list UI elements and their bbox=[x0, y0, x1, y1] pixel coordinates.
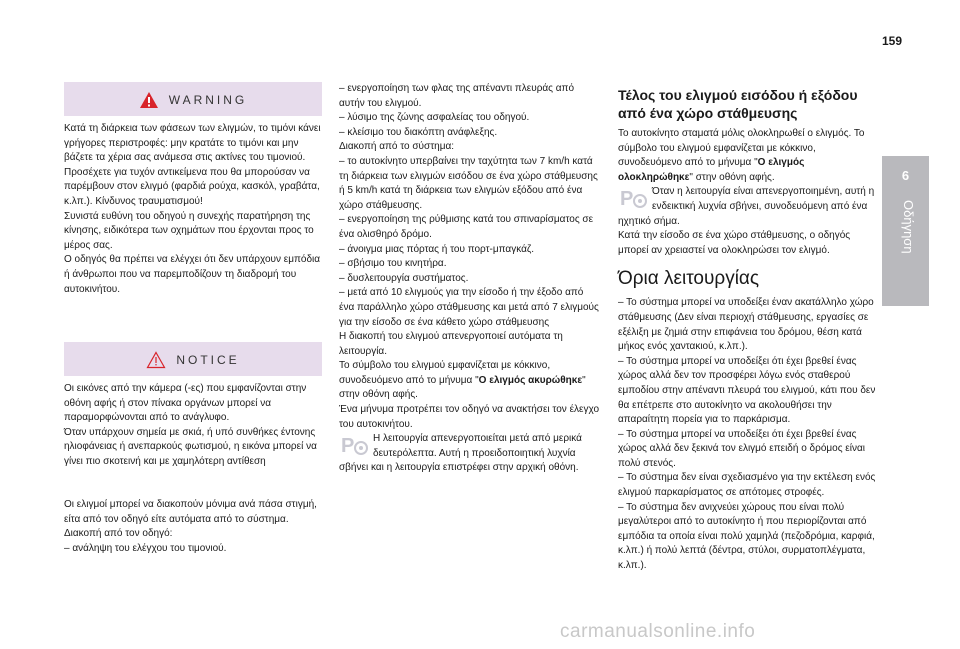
list-item: – Το σύστημα δεν ανιχνεύει χώρους που είναι πολύ μεγαλύτεροι από το αυτοκίνητο ή που περιορίζονται από εμπόδια τα οποία είναι πολύ χαμηλά (πεζοδρόμια, καρφιά, κ.λπ.) ή πολύ λεπτά (δέντρα, στύλοι, συρματοπλέγματα, κ.λπ.). bbox=[618, 501, 875, 572]
list-item: – Το σύστημα μπορεί να υποδείξει έναν ακατάλληλο χώρο στάθμευσης (Δεν είναι περιοχή στάθμευσης, εργασίες σε εξέλιξη με ζημιά στην επιφάνεια του δρόμου, θέση κατά μήκος ενός χαντακιού, κ.λπ.). bbox=[618, 297, 874, 353]
warning-header bbox=[64, 82, 322, 116]
warning-triangle-icon bbox=[139, 91, 159, 109]
warning-title: WARNING bbox=[168, 92, 248, 107]
completed-intro: Το αυτοκίνητο σταματά μόλις ολοκληρωθεί ο ελιγμός. Το σύμβολο του ελιγμού εμφανίζεται με κόκκινο, συνοδευόμενο από το μήνυμα " bbox=[618, 128, 865, 169]
list-item: – λύσιμο της ζώνης ασφαλείας του οδηγού. bbox=[339, 112, 530, 124]
chapter-label: Οδήγηση bbox=[901, 200, 916, 254]
body-paragraph: Οι ελιγμοί μπορεί να διακοπούν μόνιμα ανά πάσα στιγμή, είτα από τον οδηγό είτε αυτόματα από το σύστημα. bbox=[64, 499, 317, 525]
chapter-number: 6 bbox=[901, 168, 910, 183]
list-item: – ανάληψη του ελέγχου του τιμονιού. bbox=[64, 542, 227, 554]
message-outro: " στην οθόνη αφής. bbox=[339, 374, 586, 401]
list-item: – άνοιγμα μιας πόρτας ή του πορτ-μπαγκάζ. bbox=[339, 243, 535, 255]
notice-body bbox=[64, 376, 322, 498]
warning-paragraph: Συνιστά ευθύνη του οδηγού η συνεχής παρατήρηση της κίνησης, ειδικότερα των οχημάτων που έρχονται προς το μέρος σας. bbox=[64, 210, 314, 251]
park-assist-icon bbox=[339, 432, 369, 458]
notice-triangle-icon bbox=[146, 351, 166, 369]
interruption-text bbox=[64, 498, 322, 556]
list-item: – Το σύστημα μπορεί να υποδείξει ότι έχει βρεθεί ένας χώρος αλλά δεν τον προσφέρει λόγω ενός σταθερού εμποδίου στην απέναντι πλευρά του ελιγμού, κάτι που δεν θα επέτρεπε στο αυτοκίνητο να ακολουθήσει την απαραίτητη πορεία για το παρκάρισμα. bbox=[618, 355, 876, 426]
notice-paragraph: Όταν υπάρχουν σημεία με σκιά, ή υπό συνθήκες έντονης ηλιοφάνειας ή ανεπαρκούς φωτισμού, η εικόνα μπορεί να γίνει πιο σκοτεινή και με χαμηλότερη αντίθεση bbox=[64, 426, 317, 467]
icon-paragraph-text: Η λειτουργία απενεργοποιείται μετά από μερικά δευτερόλεπτα. Αυτή η προειδοποιητική λυχνία σβήνει και η λειτουργία επιστρέφει στην αρχική οθόνη. bbox=[339, 433, 582, 474]
list-item: – Το σύστημα δεν είναι σχεδιασμένο για την εκτέλεση ενός ελιγμού παρκαρίσματος σε απότομες στροφές. bbox=[618, 472, 876, 499]
column-right bbox=[618, 86, 880, 574]
body-paragraph bbox=[618, 127, 880, 185]
warning-paragraph: Κατά τη διάρκεια των φάσεων των ελιγμών, το τιμόνι κάνει γρήγορες περιστροφές: μην κρατάτε το τιμόνι και μην βάζετε τα χέρια σας ανάμεσα στις ακτίνες του τιμονιού. Προσέχετε για τυχόν αντικείμενα που θα μπορούσαν να παρέμβουν στον ελιγμό (φαρδιά ρούχα, κασκόλ, γραβάτα, κ.λπ.). Κίνδυνος τραυματισμού! bbox=[64, 123, 321, 207]
cancelled-message: Ο ελιγμός ακυρώθηκε bbox=[478, 374, 583, 386]
notice-title: NOTICE bbox=[176, 352, 240, 367]
park-assist-icon bbox=[618, 185, 648, 211]
list-item: – το αυτοκίνητο υπερβαίνει την ταχύτητα των 7 km/h κατά τη διάρκεια των ελιγμών εισόδου σε ένα χώρο στάθμευσης ή 5 km/h κατά τη διάρκεια των ελιγμών εξόδου από ένα χώρο στάθμευσης. bbox=[339, 155, 598, 211]
warning-body bbox=[64, 116, 322, 334]
icon-paragraph-text: Όταν η λειτουργία είναι απενεργοποιημένη, αυτή η ενδεικτική λυχνία σβήνει, συνοδευόμενη από ένα ηχητικό σήμα. bbox=[618, 186, 875, 227]
list-item: – δυσλειτουργία συστήματος. bbox=[339, 272, 469, 284]
body-paragraph: Ένα μήνυμα προτρέπει τον οδηγό να ανακτήσει τον έλεγχο του αυτοκινήτου. bbox=[339, 404, 600, 430]
body-paragraph: Διακοπή από τον οδηγό: bbox=[64, 528, 173, 540]
body-paragraph bbox=[339, 359, 601, 403]
watermark: carmanualsonline.info bbox=[560, 621, 756, 642]
warning-paragraph: Ο οδηγός θα πρέπει να ελέγχει ότι δεν υπάρχουν εμπόδια ή άνθρωποι που να παρεμποδίζουν τη διαδρομή του αυτοκινήτου. bbox=[64, 254, 321, 295]
message-intro: Το σύμβολο του ελιγμού εμφανίζεται με κόκκινο, συνοδευόμενο από το μήνυμα " bbox=[339, 360, 551, 386]
notice-paragraph: Οι εικόνες από την κάμερα (-ες) που εμφανίζονται στην οθόνη αφής ή στον πίνακα οργάνων μπορεί να παραμορφώνονται από το ανάγλυφο. bbox=[64, 383, 307, 424]
notice-header bbox=[64, 342, 322, 376]
list-item: – Το σύστημα μπορεί να υποδείξει ότι έχει βρεθεί ένας χώρος αλλά δεν ξεκινά τον ελιγμό επειδή ο δρόμος είναι πολύ στενός. bbox=[618, 428, 865, 469]
body-paragraph: Η διακοπή του ελιγμού απενεργοποιεί αυτόματα τη λειτουργία. bbox=[339, 331, 563, 357]
icon-paragraph bbox=[339, 432, 601, 476]
body-paragraph: Κατά την είσοδο σε ένα χώρο στάθμευσης, ο οδηγός μπορεί αν χρειαστεί να ολοκληρώσει τον ελιγμό. bbox=[618, 230, 851, 256]
list-item: – μετά από 10 ελιγμούς για την είσοδο ή την έξοδο από ένα παράλληλο χώρο στάθμευσης και μετά από 7 ελιγμούς για την είσοδο σε ένα κάθετο χώρο στάθμευσης bbox=[339, 287, 599, 328]
icon-paragraph bbox=[618, 185, 880, 229]
list-item: – σβήσιμο του κινητήρα. bbox=[339, 258, 447, 270]
body-paragraph: Διακοπή από το σύστημα: bbox=[339, 141, 455, 153]
list-item: – ενεργοποίηση των φλας της απέναντι πλευράς από αυτήν του ελιγμού. bbox=[339, 83, 575, 109]
notice-box bbox=[64, 342, 322, 490]
column-middle bbox=[339, 82, 601, 476]
list-item: – κλείσιμο του διακόπτη ανάφλεξης. bbox=[339, 126, 498, 138]
chapter-tab bbox=[882, 156, 929, 306]
completed-outro: " στην οθόνη αφής. bbox=[689, 171, 775, 183]
section-heading: Τέλος του ελιγμού εισόδου ή εξόδου από ένα χώρο στάθμευσης bbox=[618, 87, 858, 121]
warning-box bbox=[64, 82, 322, 328]
svg-text:P: P bbox=[341, 435, 355, 458]
column-left bbox=[64, 82, 322, 556]
svg-text:P: P bbox=[620, 188, 634, 211]
list-item: – ενεργοποίηση της ρύθμισης κατά του σπιναρίσματος σε ένα ολισθηρό δρόμο. bbox=[339, 214, 594, 240]
section-heading-limits: Όρια λειτουργίας bbox=[618, 268, 760, 290]
completed-message: Ο ελιγμός ολοκληρώθηκε bbox=[618, 157, 805, 183]
page-number: 159 bbox=[881, 34, 903, 48]
